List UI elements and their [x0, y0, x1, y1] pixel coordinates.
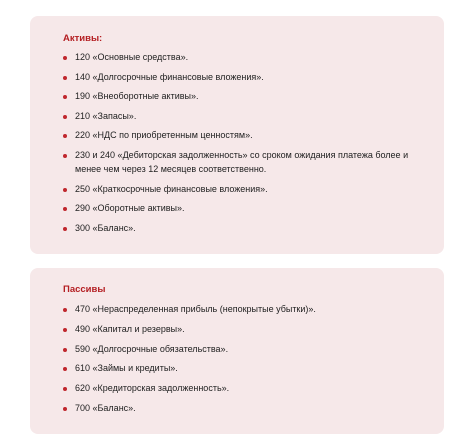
list-item-text: 250 «Краткосрочные финансовые вложения». — [75, 183, 268, 194]
assets-title: Активы: — [63, 33, 103, 44]
list-item-text: 120 «Основные средства». — [75, 52, 189, 62]
assets-list — [63, 50, 432, 235]
bullet-icon — [63, 387, 67, 391]
bullet-icon — [63, 348, 67, 352]
list-item — [63, 381, 432, 395]
list-item-text: 300 «Баланс». — [75, 222, 136, 233]
list-item — [63, 361, 432, 375]
bullet-icon — [63, 308, 67, 312]
bullet-icon — [63, 188, 67, 192]
bullet-icon — [63, 207, 67, 211]
bullet-icon — [63, 154, 67, 158]
bullet-icon — [63, 95, 67, 99]
bullet-icon — [63, 367, 67, 371]
list-item-text: 700 «Баланс». — [75, 402, 136, 413]
list-item — [63, 401, 432, 415]
list-item-text: 140 «Долгосрочные финансовые вложения». — [75, 71, 264, 82]
assets-card — [30, 16, 444, 254]
list-item — [63, 70, 432, 84]
bullet-icon — [63, 134, 67, 138]
liabilities-list — [63, 302, 432, 415]
list-item-text: 220 «НДС по приобретенным ценностям». — [75, 130, 253, 141]
list-item — [63, 128, 432, 142]
list-item-text: 210 «Запасы». — [75, 110, 137, 121]
liabilities-title: Пассивы — [63, 284, 106, 295]
list-item — [63, 50, 432, 64]
list-item-text: 190 «Внеоборотные активы». — [75, 91, 199, 102]
list-item-text: 290 «Оборотные активы». — [75, 203, 185, 214]
list-item — [63, 342, 432, 356]
bullet-icon — [63, 76, 67, 80]
bullet-icon — [63, 115, 67, 119]
list-item — [63, 89, 432, 103]
list-item — [63, 148, 432, 176]
list-item-text: 470 «Нераспределенная прибыль (непокрытые убытки)». — [75, 304, 316, 314]
liabilities-card — [30, 268, 444, 434]
list-item-text: 490 «Капитал и резервы». — [75, 323, 185, 334]
bullet-icon — [63, 328, 67, 332]
list-item-text: 230 и 240 «Дебиторская задолженность» со сроком ожидания платежа более и менее чем через 12 месяцев соответственно. — [75, 149, 409, 174]
bullet-icon — [63, 56, 67, 60]
bullet-icon — [63, 407, 67, 411]
bullet-icon — [63, 227, 67, 231]
list-item-text: 590 «Долгосрочные обязательства». — [75, 343, 229, 354]
list-item — [63, 322, 432, 336]
list-item — [63, 201, 432, 215]
list-item — [63, 221, 432, 235]
list-item — [63, 109, 432, 123]
list-item-text: 610 «Займы и кредиты». — [75, 363, 178, 374]
list-item-text: 620 «Кредиторская задолженность». — [75, 383, 230, 394]
list-item — [63, 182, 432, 196]
list-item — [63, 302, 432, 316]
